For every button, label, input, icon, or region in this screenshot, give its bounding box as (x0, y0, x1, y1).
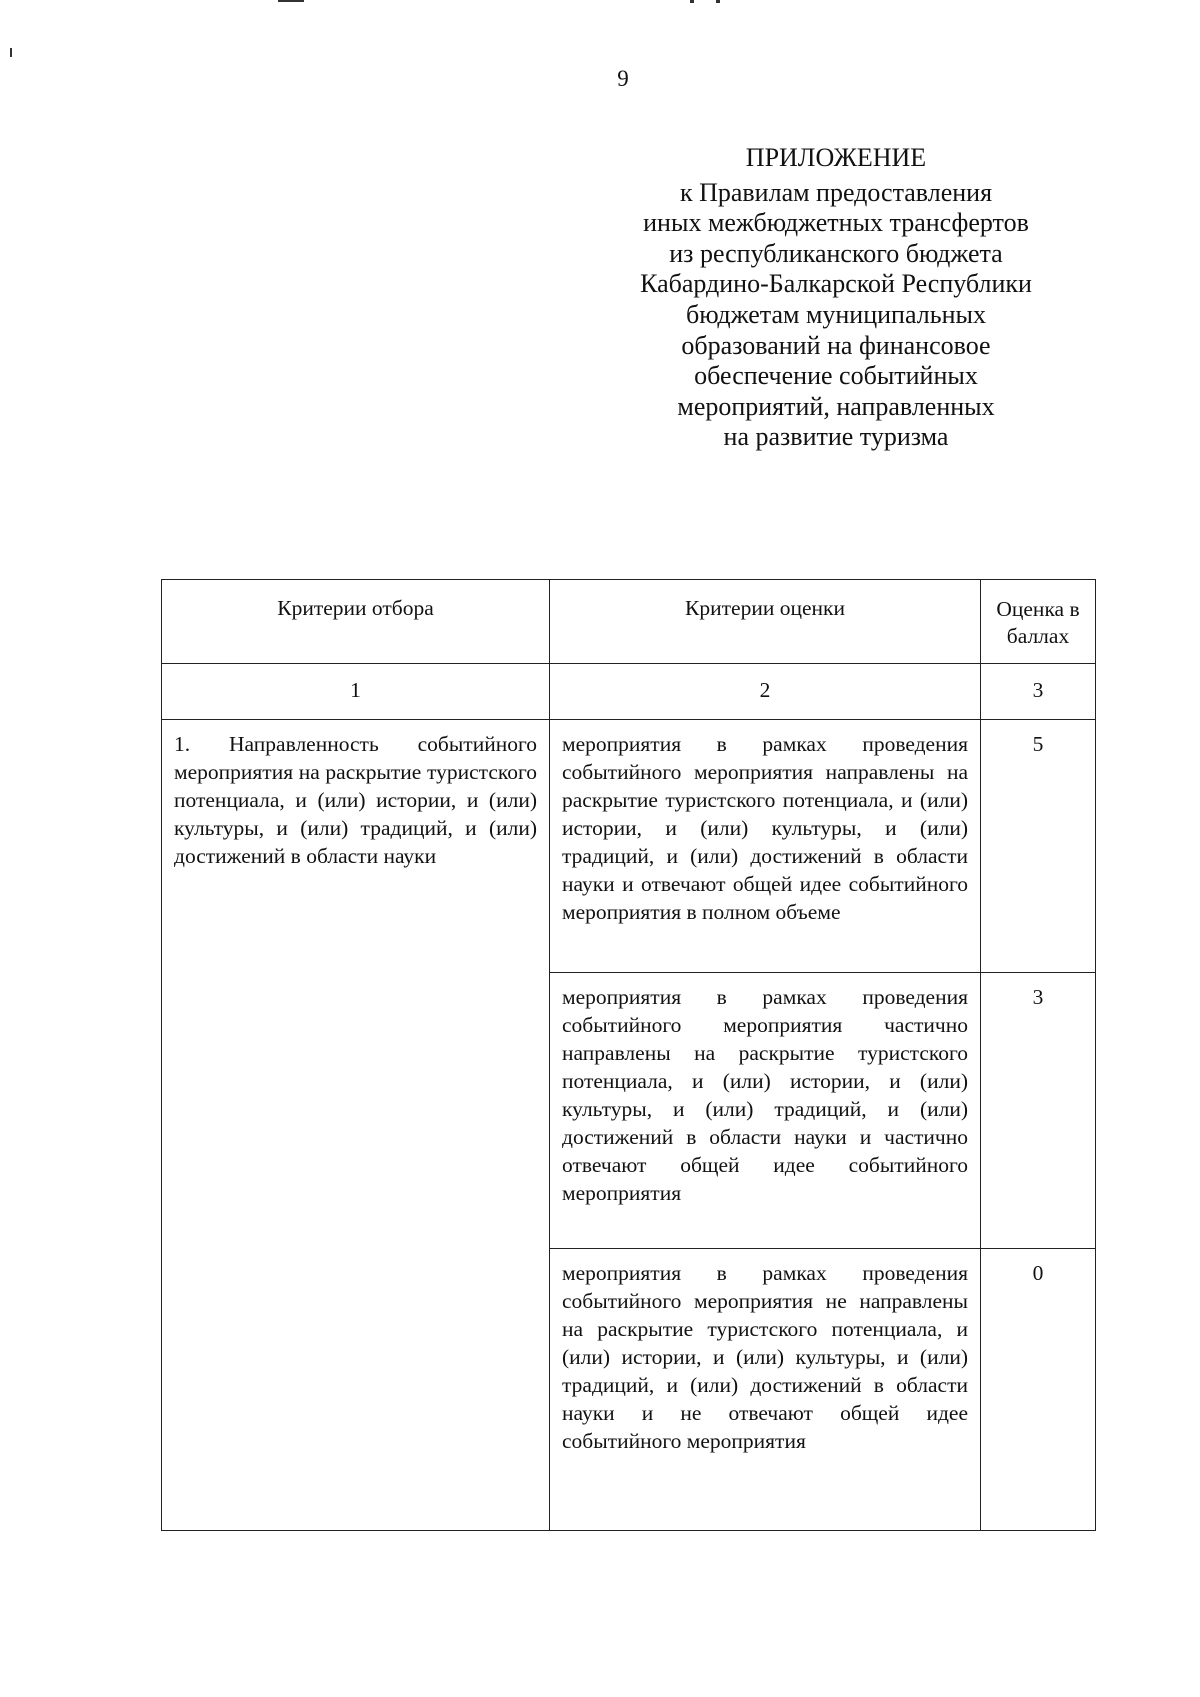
appendix-line: мероприятий, направленных (677, 391, 995, 421)
scan-mark (10, 48, 12, 57)
score-cell: 5 (981, 720, 1096, 973)
appendix-line: Кабардино-Балкарской Республики (640, 269, 1032, 299)
appendix-line: обеспечение событийных (694, 361, 978, 391)
score-cell: 3 (981, 973, 1096, 1249)
evaluation-cell: мероприятия в рамках проведения событийного мероприятия направлены на раскрытие туристского потенциала, и (или) истории, и (или) культуры, и (или) традиций, и (или) достижений в области науки и отвечают общей идее событийного мероприятия в полном объеме (550, 720, 981, 973)
appendix-title: ПРИЛОЖЕНИЕ (745, 143, 927, 172)
scan-mark (690, 0, 694, 3)
appendix-line: на развитие туризма (723, 422, 949, 452)
score-cell: 0 (981, 1249, 1096, 1531)
evaluation-cell: мероприятия в рамках проведения событийного мероприятия частично направлены на раскрытие туристского потенциала, и (или) истории, и (или) культуры, и (или) традиций, и (или) достижений в области науки и частично отвечают общей идее событийного мероприятия (550, 973, 981, 1249)
header-score: Оценка в баллах (981, 580, 1096, 664)
header-evaluation-criteria: Критерии оценки (550, 580, 981, 664)
column-number: 3 (981, 664, 1096, 720)
column-number-row (162, 664, 1096, 720)
appendix-line: из республиканского бюджета (669, 238, 1003, 268)
criteria-table (161, 579, 1096, 1531)
appendix-line: иных межбюджетных трансфертов (643, 208, 1029, 238)
selection-criterion-cell: 1. Направленность событийного мероприятия на раскрытие туристского потенциала, и (или) истории, и (или) культуры, и (или) традиций, и (или) достижений в области науки (162, 720, 550, 1531)
table-row (162, 720, 1096, 973)
scan-mark (278, 0, 304, 2)
appendix-line: бюджетам муниципальных (686, 299, 986, 329)
appendix-line: к Правилам предоставления (679, 177, 993, 207)
column-number: 1 (162, 664, 550, 720)
scan-mark (716, 0, 720, 3)
appendix-header (616, 143, 1056, 453)
table-header-row (162, 580, 1096, 664)
appendix-line: образований на финансовое (681, 330, 991, 360)
evaluation-cell: мероприятия в рамках проведения событийного мероприятия не направлены на раскрытие туристского потенциала, и (или) истории, и (или) культуры, и (или) традиций, и (или) достижений в области науки и не отвечают общей идее событийного мероприятия (550, 1249, 981, 1531)
column-number: 2 (550, 664, 981, 720)
page-number: 9 (617, 66, 629, 91)
header-selection-criteria: Критерии отбора (162, 580, 550, 664)
